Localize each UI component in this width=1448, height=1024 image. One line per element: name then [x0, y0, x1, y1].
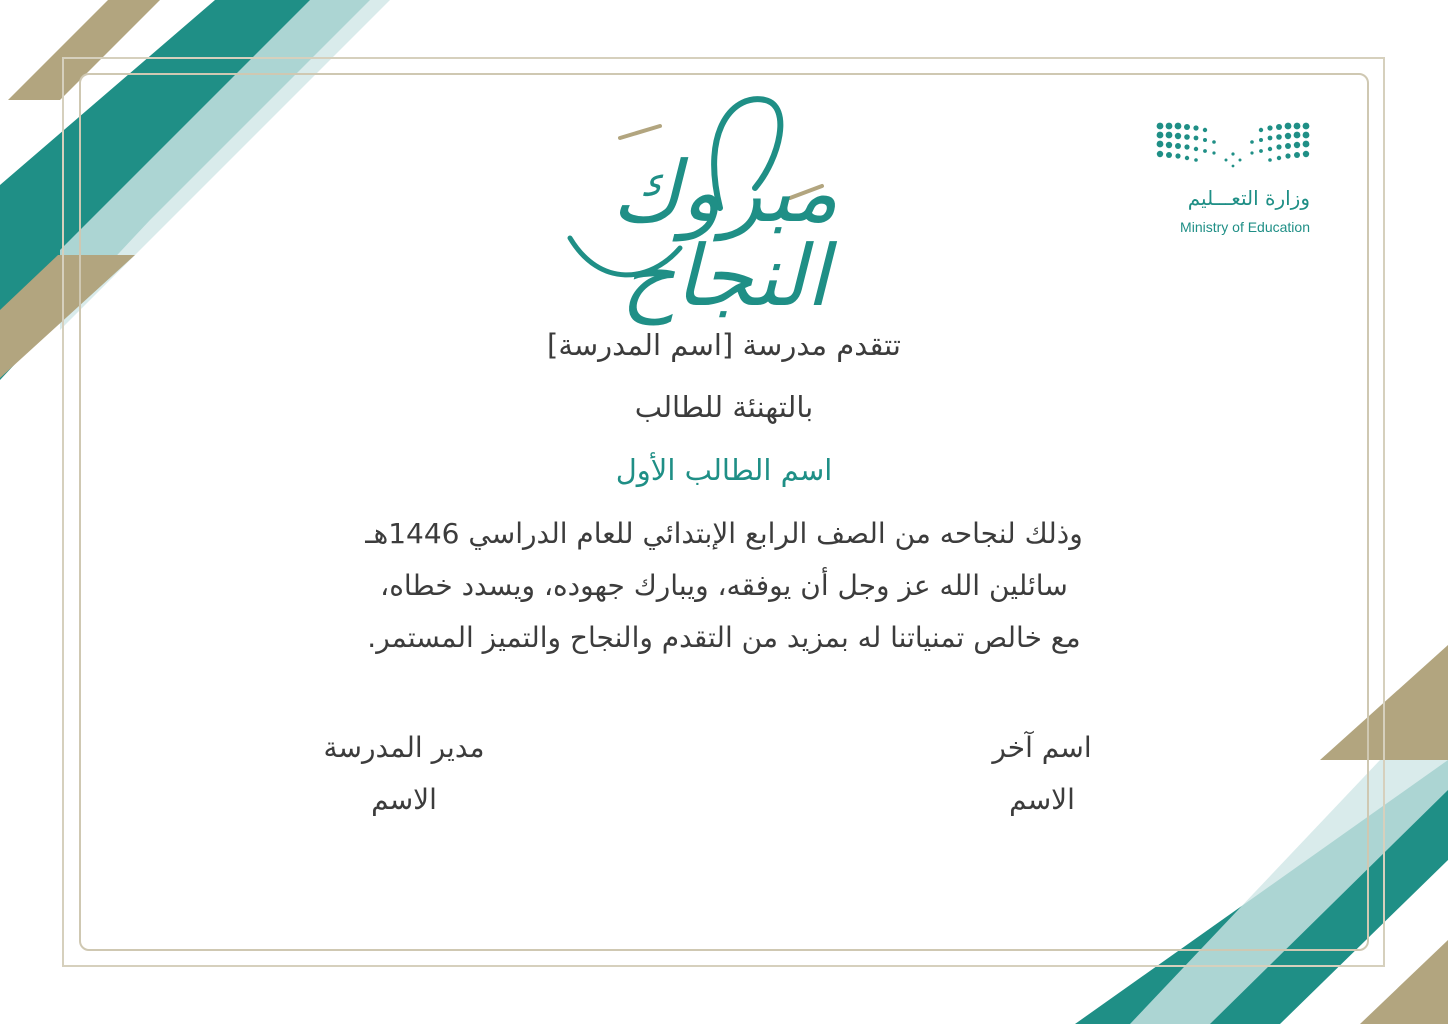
paragraph-line-2: سائلين الله عز وجل أن يوفقه، ويبارك جهوده، ويسدد خطاه،	[380, 569, 1068, 602]
signature-right-name: الاسم	[1009, 783, 1075, 816]
congratulations-heading: مبروك النجاح	[611, 143, 839, 325]
paragraph-line-1: وذلك لنجاحه من الصف الرابع الإبتدائي للعام الدراسي 1446هـ	[365, 517, 1083, 550]
school-intro-line: تتقدم مدرسة [اسم المدرسة]	[547, 328, 901, 362]
signature-left-name: الاسم	[371, 783, 437, 816]
paragraph-line-3: مع خالص تمنياتنا له بمزيد من التقدم والنجاح والتميز المستمر.	[367, 621, 1081, 654]
signature-right-title: اسم آخر	[992, 731, 1092, 764]
signature-left-title: مدير المدرسة	[323, 731, 485, 764]
ministry-name-arabic: وزارة التعـــليم	[1187, 186, 1310, 210]
student-name: اسم الطالب الأول	[615, 453, 833, 487]
ministry-name-english: Ministry of Education	[1180, 219, 1310, 235]
congratulate-line: بالتهنئة للطالب	[634, 390, 814, 424]
